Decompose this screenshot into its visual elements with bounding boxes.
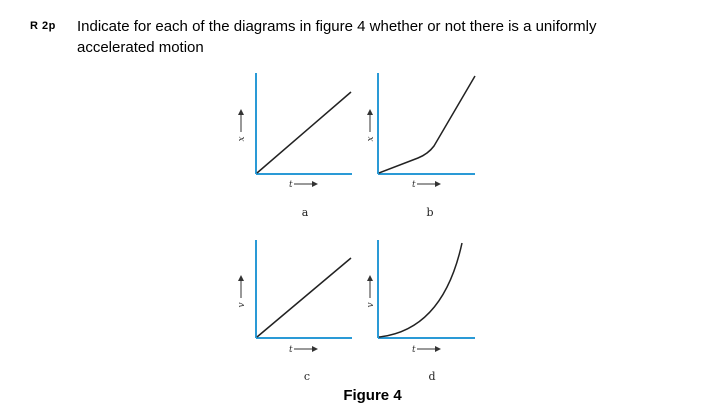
- panel-d: [366, 240, 475, 383]
- panel-d-curve: [379, 243, 462, 337]
- panel-b-label: b: [426, 206, 434, 219]
- panel-c-x-axis-label: t: [289, 345, 293, 355]
- panel-c-curve: [257, 258, 351, 337]
- panel-a: [237, 73, 352, 219]
- panel-d-y-axis-label: v: [366, 302, 376, 308]
- panel-a-label: a: [301, 206, 309, 219]
- panel-d-x-axis-label: t: [412, 345, 416, 355]
- panel-c-label: c: [303, 370, 311, 383]
- figure-caption: Figure 4: [343, 387, 402, 404]
- panel-a-y-axis-label: x: [237, 136, 247, 142]
- question-text: Indicate for each of the diagrams in figure 4 whether or not there is a uniformly accelerated motion: [77, 18, 597, 56]
- panel-c-y-axis-label: v: [237, 302, 247, 308]
- panel-c: [237, 240, 352, 383]
- panel-b-curve: [379, 76, 475, 173]
- panel-b: [366, 73, 475, 219]
- panel-b-x-axis-label: t: [412, 180, 416, 190]
- panel-a-curve: [257, 92, 351, 173]
- question-points-label: R 2p: [30, 20, 56, 32]
- panel-b-y-axis-label: x: [366, 136, 376, 142]
- panel-a-x-axis-label: t: [289, 180, 293, 190]
- panel-d-label: d: [428, 370, 436, 383]
